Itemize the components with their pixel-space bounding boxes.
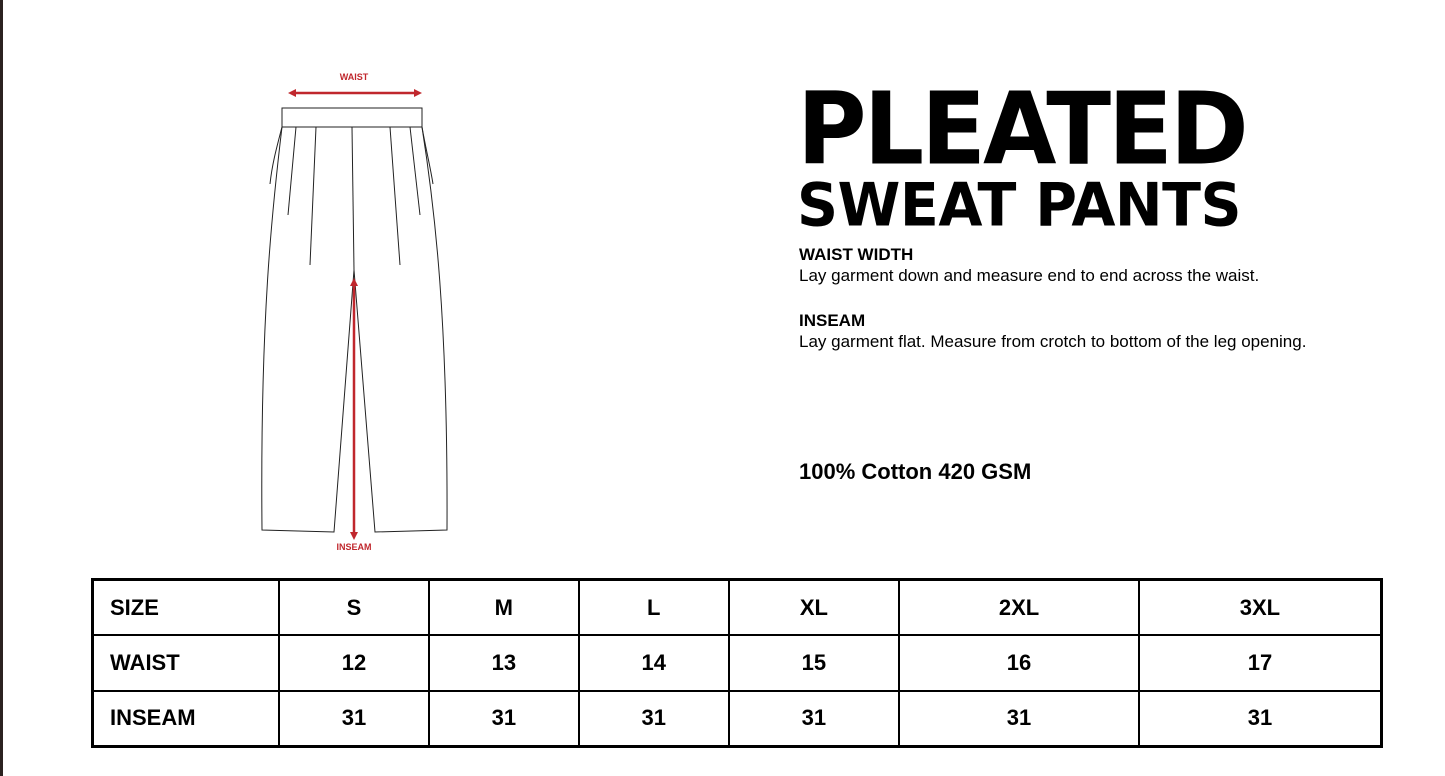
table-cell: 14 <box>579 635 729 690</box>
fabric-composition: 100% Cotton 420 GSM <box>799 459 1032 484</box>
pants-outline-drawing <box>250 60 470 560</box>
left-pleat-side <box>288 127 296 215</box>
inseam-info <box>799 311 1319 353</box>
product-title <box>797 72 1246 240</box>
product-title-line2: SWEAT PANTS <box>797 170 1242 240</box>
table-cell: 2XL <box>899 580 1139 636</box>
inseam-text: Lay garment flat. Measure from crotch to bottom of the leg opening. <box>799 332 1307 351</box>
table-header-row <box>93 580 1382 636</box>
table-cell: 13 <box>429 635 579 690</box>
waist-label: WAIST <box>339 72 369 82</box>
table-cell: 16 <box>899 635 1139 690</box>
table-cell: S <box>279 580 429 636</box>
table-cell: 12 <box>279 635 429 690</box>
waist-width-text: Lay garment down and measure end to end across the waist. <box>799 266 1260 285</box>
table-cell: WAIST <box>93 635 280 690</box>
table-cell: 31 <box>579 691 729 747</box>
table-cell: 31 <box>729 691 899 747</box>
left-edge-border <box>0 0 3 776</box>
inseam-label: INSEAM <box>336 542 372 552</box>
product-title-line1: PLEATED <box>797 72 1246 188</box>
pants-diagram <box>250 60 470 560</box>
table-row <box>93 635 1382 690</box>
size-chart-table <box>91 578 1383 748</box>
table-cell: SIZE <box>93 580 280 636</box>
table-cell: 31 <box>429 691 579 747</box>
waist-width-info <box>799 245 1319 287</box>
waistband <box>282 108 422 127</box>
table-cell: 17 <box>1139 635 1382 690</box>
table-cell: 31 <box>899 691 1139 747</box>
table-cell: XL <box>729 580 899 636</box>
table-cell: L <box>579 580 729 636</box>
table-cell: 3XL <box>1139 580 1382 636</box>
table-cell: 15 <box>729 635 899 690</box>
left-pleat-front <box>310 127 316 265</box>
left-pocket <box>270 127 282 184</box>
table-row <box>93 691 1382 747</box>
table-cell: M <box>429 580 579 636</box>
right-pleat-front <box>390 127 400 265</box>
table-cell: 31 <box>279 691 429 747</box>
inseam-heading: INSEAM <box>799 311 866 330</box>
table-cell: 31 <box>1139 691 1382 747</box>
right-pocket <box>422 127 433 184</box>
right-pleat-side <box>410 127 420 215</box>
table-cell: INSEAM <box>93 691 280 747</box>
waist-width-heading: WAIST WIDTH <box>799 245 914 264</box>
center-fly-line <box>352 127 354 270</box>
